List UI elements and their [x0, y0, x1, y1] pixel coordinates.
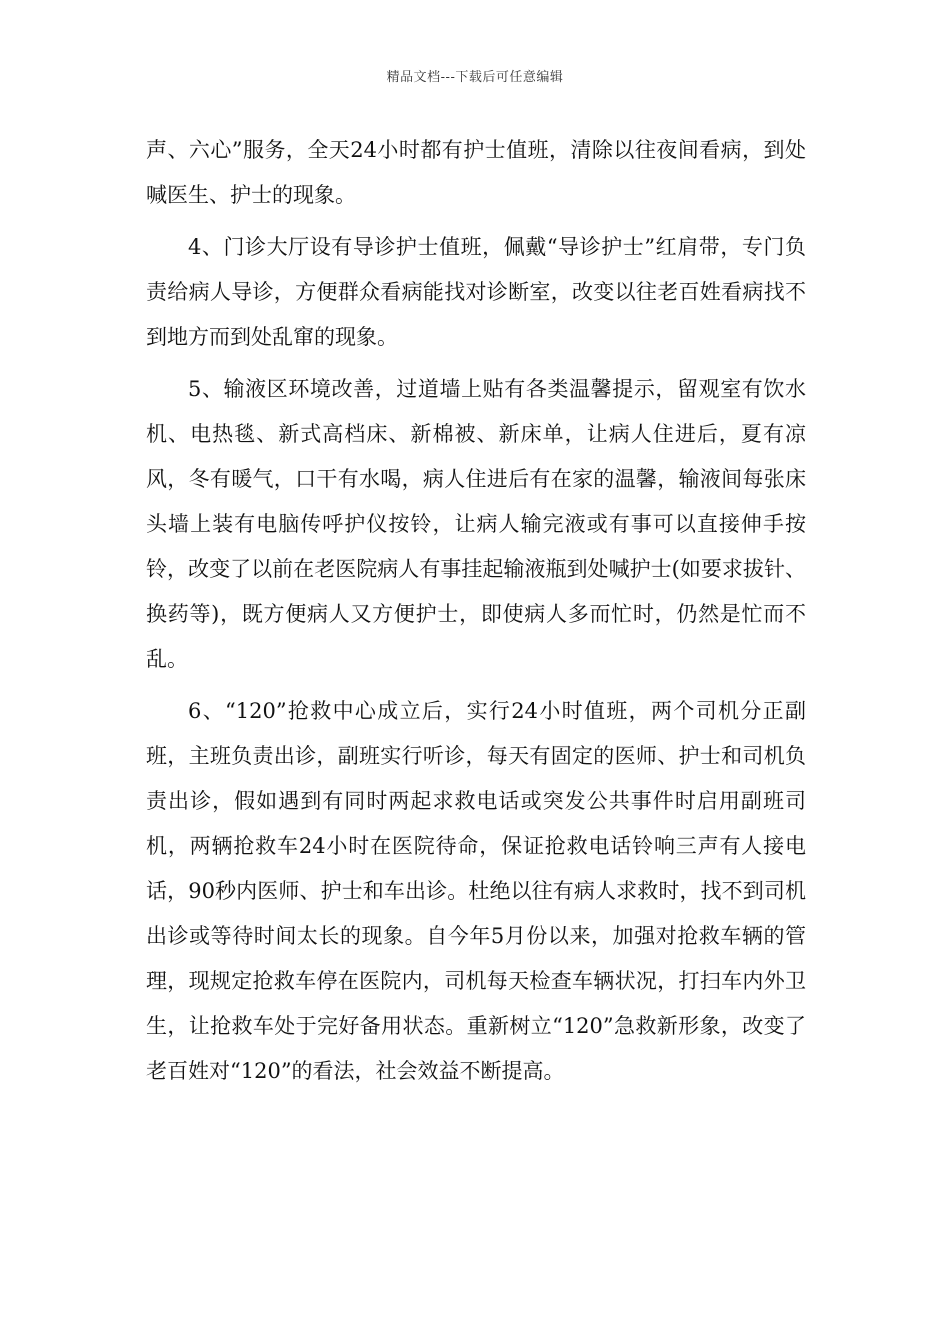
page-header: 精品文档---下载后可任意编辑 [386, 70, 564, 85]
document-body [146, 128, 806, 1101]
paragraph-item-6: 6、“120”抢救中心成立后，实行24小时值班，两个司机分正副班，主班负责出诊，副班实行听诊，每天有固定的医师、护士和司机负责出诊，假如遇到有同时两起求救电话或突发公共事件时启用副班司机，两辆抢救车24小时在医院待命，保证抢救电话铃响三声有人接电话，90秒内医师、护士和车出诊。杜绝以往有病人求救时，找不到司机出诊或等待时间太长的现象。自今年5月份以来，加强对抢救车辆的管理，现规定抢救车停在医院内，司机每天检查车辆状况，打扫车内外卫生，让抢救车处于完好备用状态。重新树立“120”急救新形象，改变了老百姓对“120”的看法，社会效益不断提高。 [146, 699, 806, 1083]
paragraph-continuation: 声、六心”服务，全天24小时都有护士值班，清除以往夜间看病，到处喊医生、护士的现象。 [146, 138, 806, 207]
paragraph-item-5: 5、输液区环境改善，过道墙上贴有各类温馨提示，留观室有饮水机、电热毯、新式高档床、新棉被、新床单，让病人住进后，夏有凉风，冬有暖气，口干有水喝，病人住进后有在家的温馨，输液间每张床头墙上装有电脑传呼护仪按铃，让病人输完液或有事可以直接伸手按铃，改变了以前在老医院病人有事挂起输液瓶到处喊护士(如要求拔针、换药等)，既方便病人又方便护士，即使病人多而忙时，仍然是忙而不乱。 [146, 377, 806, 671]
paragraph-item-4: 4、门诊大厅设有导诊护士值班，佩戴“导诊护士”红肩带，专门负责给病人导诊，方便群众看病能找对诊断室，改变以往老百姓看病找不到地方而到处乱窜的现象。 [146, 235, 806, 349]
